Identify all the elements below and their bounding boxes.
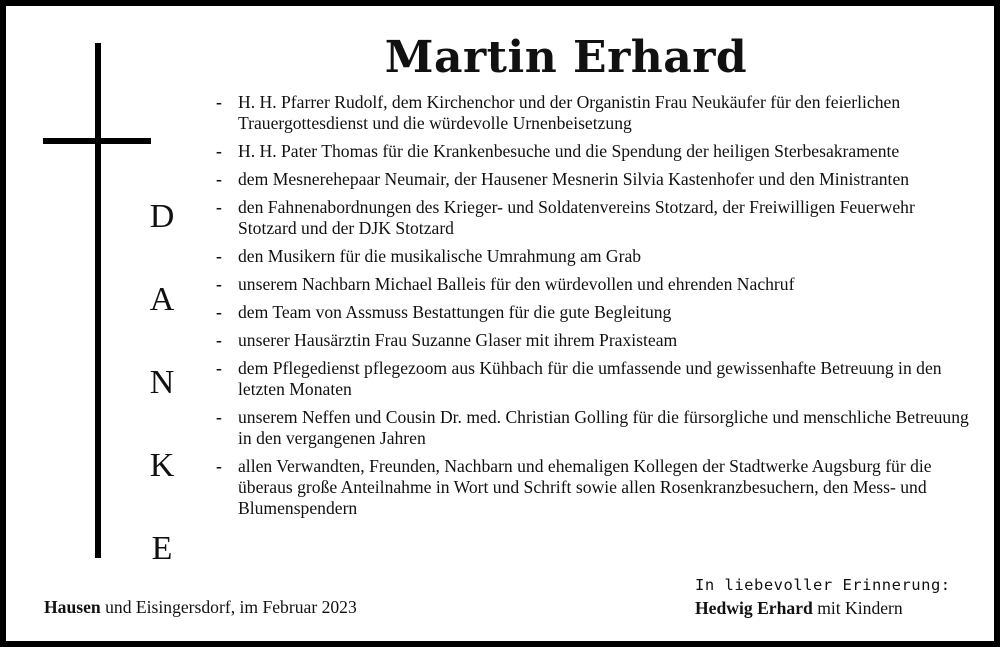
thanks-item <box>212 456 972 519</box>
item-dash: - <box>216 246 222 266</box>
item-dash: - <box>216 274 222 294</box>
thanks-item <box>212 169 972 190</box>
item-dash: - <box>216 407 222 427</box>
thanks-text: den Fahnenabordnungen des Krieger- und Soldatenvereins Stotzard, der Freiwilligen Feuerwehr Stotzard und der DJK Stotzard <box>238 197 915 238</box>
thanks-item <box>212 246 972 267</box>
thanks-item <box>212 302 972 323</box>
signature-block <box>695 574 951 620</box>
thanks-text: den Musikern für die musikalische Umrahmung am Grab <box>238 246 642 266</box>
danke-letter-d: D <box>149 198 175 235</box>
thanks-item <box>212 330 972 351</box>
item-dash: - <box>216 302 222 322</box>
item-dash: - <box>216 358 222 378</box>
thanks-item <box>212 358 972 400</box>
thanks-item <box>212 197 972 239</box>
signer-line <box>695 597 951 620</box>
thanks-text: unserem Nachbarn Michael Balleis für den würdevollen und ehrenden Nachruf <box>238 274 795 294</box>
signer-name: Hedwig Erhard <box>695 598 813 618</box>
danke-letter-n: N <box>149 364 175 401</box>
thanks-text: unserer Hausärztin Frau Suzanne Glaser mit ihrem Praxisteam <box>238 330 678 350</box>
item-dash: - <box>216 197 222 217</box>
thanks-text: dem Mesnerehepaar Neumair, der Hausener Mesnerin Silvia Kastenhofer und den Ministranten <box>238 169 910 189</box>
thanks-text: dem Team von Assmuss Bestattungen für die gute Begleitung <box>238 302 672 322</box>
thanks-item <box>212 92 972 134</box>
danke-letter-e: E <box>151 530 173 567</box>
thanks-item <box>212 141 972 162</box>
thanks-list <box>212 92 972 526</box>
item-dash: - <box>216 92 222 112</box>
item-dash: - <box>216 141 222 161</box>
place-date <box>44 597 357 618</box>
thanks-text: unserem Neffen und Cousin Dr. med. Christian Golling für die fürsorgliche und menschliche Betreuung in den vergangenen Jahren <box>238 407 969 448</box>
cross-horizontal-bar <box>43 138 151 144</box>
thanks-text: H. H. Pater Thomas für die Krankenbesuche und die Spendung der heiligen Sterbesakramente <box>238 141 900 161</box>
thanks-item <box>212 274 972 295</box>
place-date-rest: und Eisingersdorf, im Februar 2023 <box>100 597 357 617</box>
item-dash: - <box>216 330 222 350</box>
memory-line: In liebevoller Erinnerung: <box>695 576 951 594</box>
item-dash: - <box>216 456 222 476</box>
item-dash: - <box>216 169 222 189</box>
thanks-text: dem Pflegedienst pflegezoom aus Kühbach für die umfassende und gewissenhafte Betreuung in den letzten Monaten <box>238 358 942 399</box>
cross-vertical-bar <box>95 43 101 558</box>
signer-rest: mit Kindern <box>812 598 903 618</box>
danke-letter-k: K <box>149 447 175 484</box>
danke-letter-a: A <box>149 281 175 318</box>
deceased-name: Martin Erhard <box>384 32 748 83</box>
thanks-item <box>212 407 972 449</box>
thanks-text: allen Verwandten, Freunden, Nachbarn und ehemaligen Kollegen der Stadtwerke Augsburg für die überaus große Anteilnahme in Wort und Schrift sowie allen Rosenkranzbesuchern, den Mess- und Blumenspendern <box>238 456 932 518</box>
thanks-text: H. H. Pfarrer Rudolf, dem Kirchenchor und der Organistin Frau Neukäufer für den feierlichen Trauergottesdienst und die würdevolle Urnenbeisetzung <box>238 92 901 133</box>
place-name: Hausen <box>44 597 101 617</box>
